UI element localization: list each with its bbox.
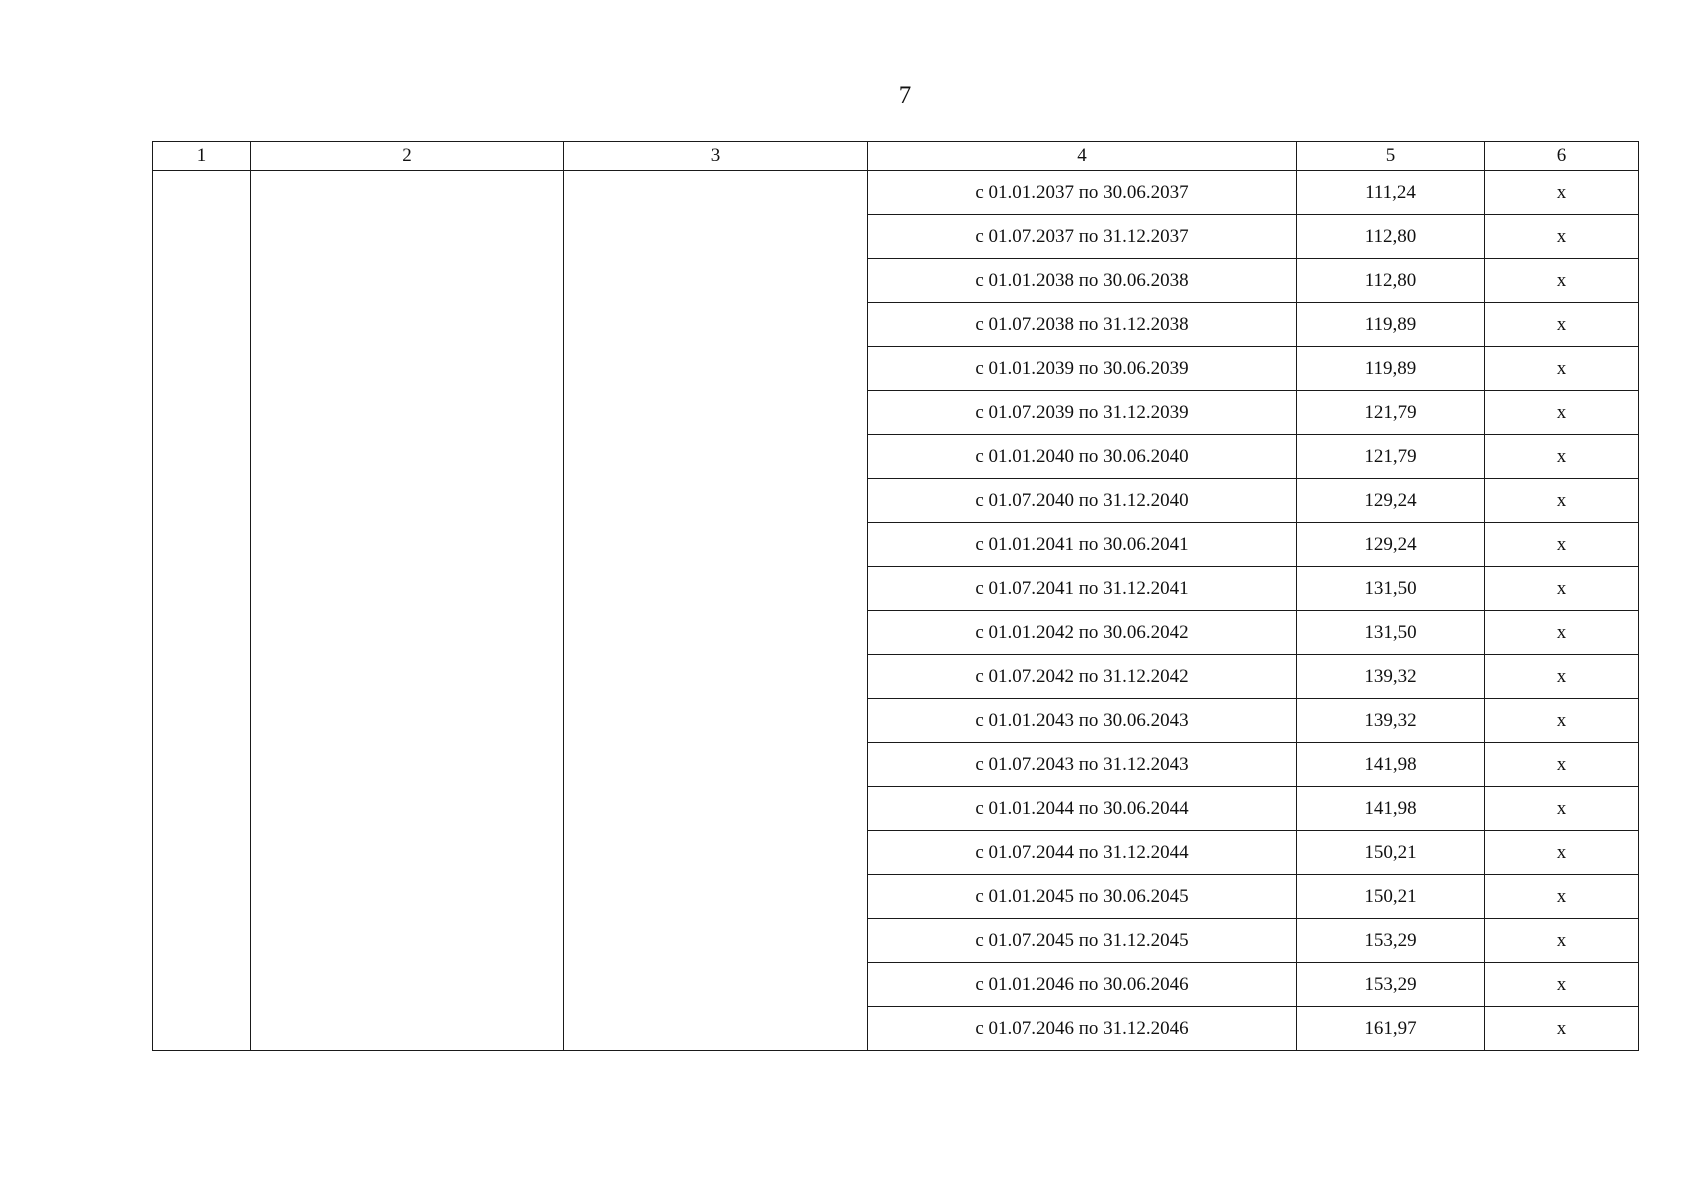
value-cell: 150,21 [1297,875,1485,919]
column-header-6: 6 [1485,142,1639,171]
tariff-table [152,141,1639,1051]
period-cell: с 01.01.2042 по 30.06.2042 [868,611,1297,655]
column-header-1: 1 [153,142,251,171]
mark-cell: x [1485,611,1639,655]
mark-cell: x [1485,787,1639,831]
mark-cell: x [1485,215,1639,259]
value-cell: 131,50 [1297,611,1485,655]
table-row [153,171,1639,215]
value-cell: 129,24 [1297,523,1485,567]
mark-cell: x [1485,567,1639,611]
period-cell: с 01.07.2045 по 31.12.2045 [868,919,1297,963]
value-cell: 141,98 [1297,787,1485,831]
value-cell: 121,79 [1297,391,1485,435]
value-cell: 153,29 [1297,919,1485,963]
mark-cell: x [1485,435,1639,479]
mark-cell: x [1485,919,1639,963]
period-cell: с 01.07.2038 по 31.12.2038 [868,303,1297,347]
period-cell: с 01.07.2044 по 31.12.2044 [868,831,1297,875]
period-cell: с 01.07.2040 по 31.12.2040 [868,479,1297,523]
mark-cell: x [1485,699,1639,743]
mark-cell: x [1485,391,1639,435]
column-header-4: 4 [868,142,1297,171]
mark-cell: x [1485,303,1639,347]
period-cell: с 01.01.2045 по 30.06.2045 [868,875,1297,919]
period-cell: с 01.07.2042 по 31.12.2042 [868,655,1297,699]
period-cell: с 01.01.2037 по 30.06.2037 [868,171,1297,215]
mark-cell: x [1485,479,1639,523]
mark-cell: x [1485,875,1639,919]
period-cell: с 01.01.2038 по 30.06.2038 [868,259,1297,303]
column-header-2: 2 [251,142,564,171]
blank-cell-col1 [153,171,251,1051]
value-cell: 161,97 [1297,1007,1485,1051]
column-header-5: 5 [1297,142,1485,171]
value-cell: 150,21 [1297,831,1485,875]
period-cell: с 01.01.2044 по 30.06.2044 [868,787,1297,831]
period-cell: с 01.07.2043 по 31.12.2043 [868,743,1297,787]
value-cell: 141,98 [1297,743,1485,787]
period-cell: с 01.07.2039 по 31.12.2039 [868,391,1297,435]
value-cell: 139,32 [1297,699,1485,743]
value-cell: 119,89 [1297,347,1485,391]
period-cell: с 01.01.2043 по 30.06.2043 [868,699,1297,743]
period-cell: с 01.07.2046 по 31.12.2046 [868,1007,1297,1051]
mark-cell: x [1485,655,1639,699]
blank-cell-col2 [251,171,564,1051]
mark-cell: x [1485,347,1639,391]
value-cell: 153,29 [1297,963,1485,1007]
value-cell: 121,79 [1297,435,1485,479]
table-body [153,171,1639,1051]
mark-cell: x [1485,831,1639,875]
mark-cell: x [1485,963,1639,1007]
value-cell: 119,89 [1297,303,1485,347]
value-cell: 112,80 [1297,215,1485,259]
period-cell: с 01.01.2041 по 30.06.2041 [868,523,1297,567]
page-number: 7 [898,82,912,109]
value-cell: 129,24 [1297,479,1485,523]
mark-cell: x [1485,523,1639,567]
table-header-row [153,142,1639,171]
value-cell: 139,32 [1297,655,1485,699]
period-cell: с 01.01.2039 по 30.06.2039 [868,347,1297,391]
blank-cell-col3 [564,171,868,1051]
period-cell: с 01.07.2041 по 31.12.2041 [868,567,1297,611]
mark-cell: x [1485,259,1639,303]
mark-cell: x [1485,1007,1639,1051]
value-cell: 112,80 [1297,259,1485,303]
mark-cell: x [1485,743,1639,787]
column-header-3: 3 [564,142,868,171]
period-cell: с 01.01.2046 по 30.06.2046 [868,963,1297,1007]
value-cell: 131,50 [1297,567,1485,611]
period-cell: с 01.01.2040 по 30.06.2040 [868,435,1297,479]
mark-cell: x [1485,171,1639,215]
period-cell: с 01.07.2037 по 31.12.2037 [868,215,1297,259]
value-cell: 111,24 [1297,171,1485,215]
